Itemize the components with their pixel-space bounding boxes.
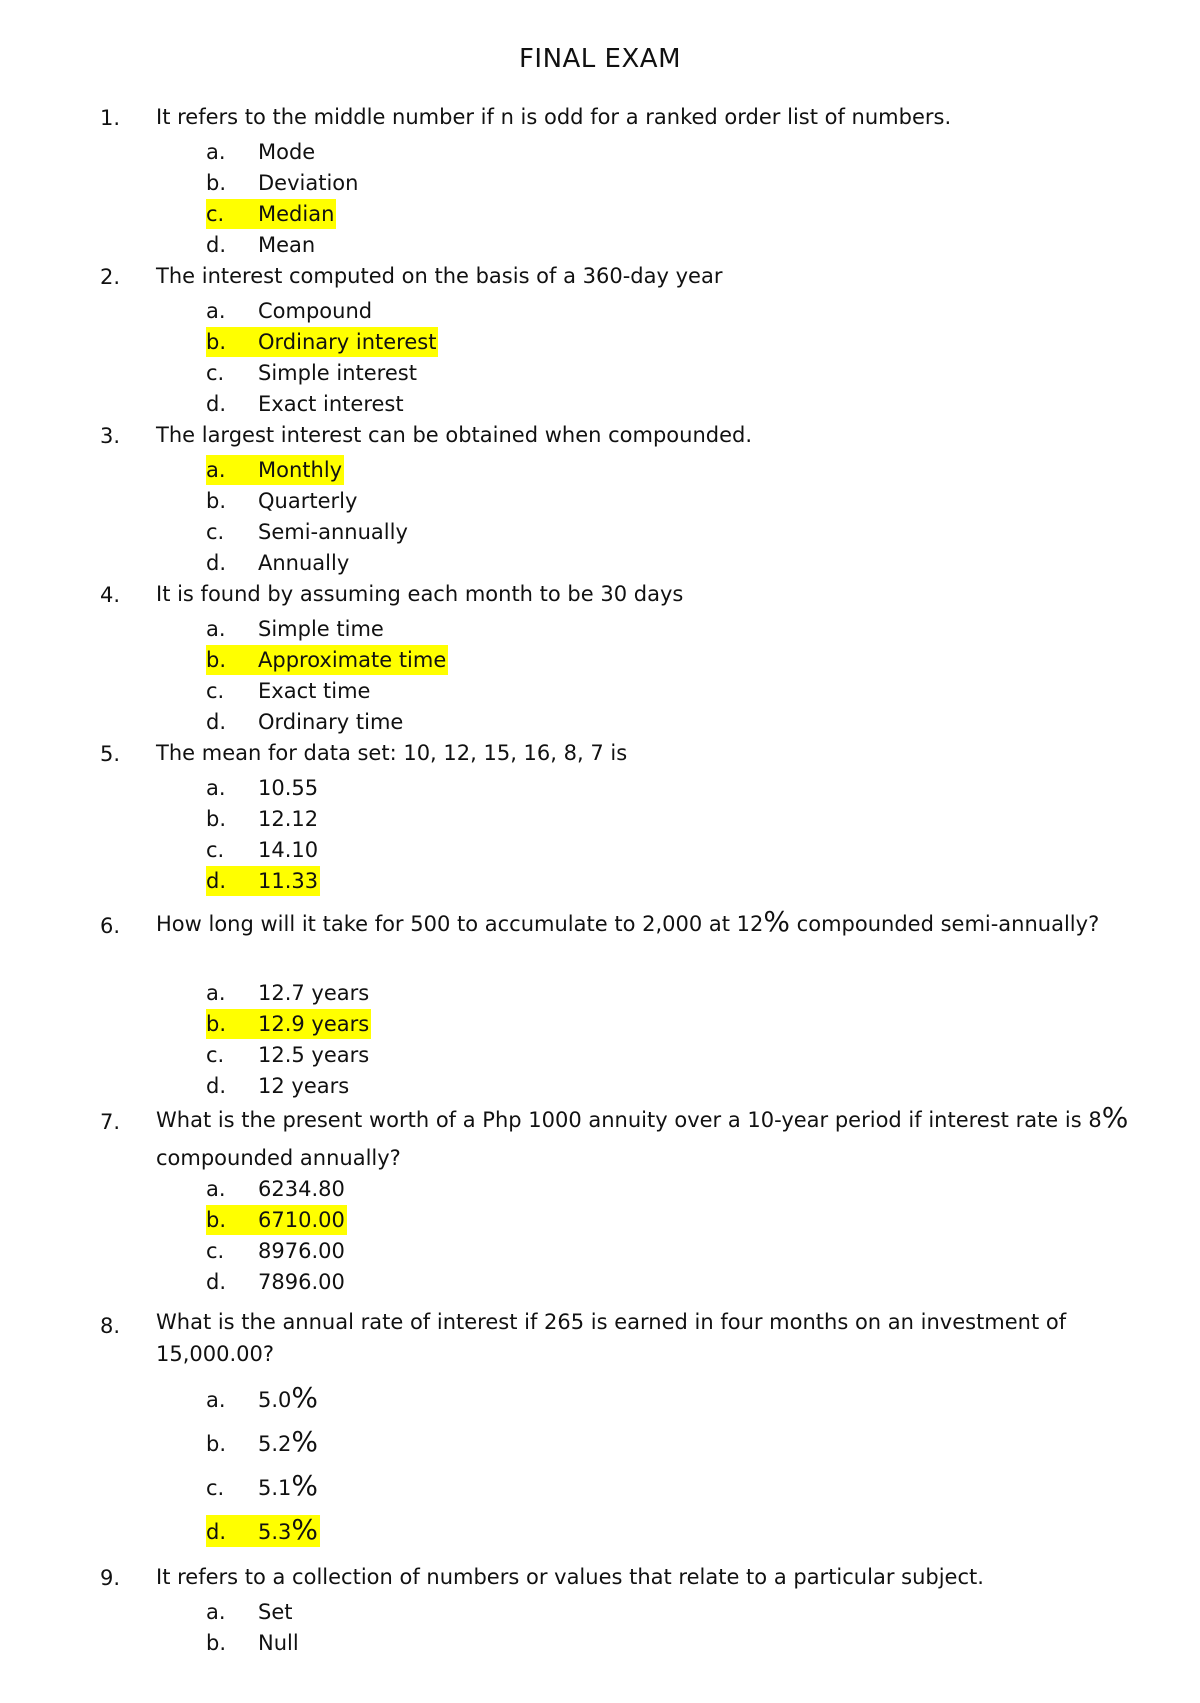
option-d: d. 12 years <box>206 1074 350 1098</box>
question-number: 6. <box>100 914 121 938</box>
question-text: The mean for data set: 10, 12, 15, 16, 8, 7 is <box>156 741 628 765</box>
option-a: a. 5.0% <box>206 1381 319 1414</box>
option-b: b. 12.12 <box>206 807 319 831</box>
option-d: d. Ordinary time <box>206 710 404 734</box>
question-text: How long will it take for 500 to accumulate to 2,000 at 12% compounded semi-annually? <box>156 905 1100 938</box>
question-text: What is the present worth of a Php 1000 annuity over a 10-year period if interest rate is 8% compounded annually? <box>156 1101 1129 1170</box>
option-a: a. 12.7 years <box>206 981 370 1005</box>
question-text: The interest computed on the basis of a 360-day year <box>156 264 723 288</box>
option-b: b. Null <box>206 1631 299 1655</box>
option-a-highlighted-answer: a. Monthly <box>206 455 344 485</box>
option-a: a. 6234.80 <box>206 1177 345 1201</box>
option-d: d. Exact interest <box>206 392 404 416</box>
option-a: a. Compound <box>206 299 373 323</box>
question-text: What is the annual rate of interest if 265 is earned in four months on an investment of 15,000.00? <box>156 1310 1067 1366</box>
option-b: b. Deviation <box>206 171 359 195</box>
question-text: It is found by assuming each month to be 30 days <box>156 582 684 606</box>
question-number: 1. <box>100 106 121 130</box>
option-b-highlighted-answer: b. 12.9 years <box>206 1009 371 1039</box>
option-c: c. 12.5 years <box>206 1043 370 1067</box>
option-b: b. 5.2% <box>206 1425 319 1458</box>
question-number: 8. <box>100 1314 121 1338</box>
option-a: a. Mode <box>206 140 316 164</box>
question-number: 2. <box>100 265 121 289</box>
option-a: a. 10.55 <box>206 776 319 800</box>
page-title: FINAL EXAM <box>518 44 682 74</box>
question-number: 7. <box>100 1110 121 1134</box>
option-d-highlighted-answer: d. 11.33 <box>206 866 320 896</box>
option-b-highlighted-answer: b. Ordinary interest <box>206 327 438 357</box>
option-c-highlighted-answer: c. Median <box>206 199 336 229</box>
option-c: c. Simple interest <box>206 361 417 385</box>
option-d: d. Annually <box>206 551 350 575</box>
question-text: It refers to a collection of numbers or values that relate to a particular subject. <box>156 1565 984 1589</box>
option-a: a. Simple time <box>206 617 384 641</box>
question-text: The largest interest can be obtained when compounded. <box>156 423 753 447</box>
question-number: 4. <box>100 583 121 607</box>
option-d: d. 7896.00 <box>206 1270 345 1294</box>
option-b: b. Quarterly <box>206 489 358 513</box>
question-number: 5. <box>100 742 121 766</box>
question-number: 9. <box>100 1566 121 1590</box>
option-c: c. Exact time <box>206 679 371 703</box>
option-a: a. Set <box>206 1600 293 1624</box>
option-b-highlighted-answer: b. 6710.00 <box>206 1205 347 1235</box>
option-c: c. 14.10 <box>206 838 319 862</box>
question-number: 3. <box>100 424 121 448</box>
option-b-highlighted-answer: b. Approximate time <box>206 645 448 675</box>
question-text: It refers to the middle number if n is odd for a ranked order list of numbers. <box>156 105 952 129</box>
option-c: c. Semi-annually <box>206 520 408 544</box>
option-d: d. Mean <box>206 233 316 257</box>
option-c: c. 8976.00 <box>206 1239 345 1263</box>
option-d-highlighted-answer: d. 5.3% <box>206 1513 319 1546</box>
option-c: c. 5.1% <box>206 1469 319 1502</box>
